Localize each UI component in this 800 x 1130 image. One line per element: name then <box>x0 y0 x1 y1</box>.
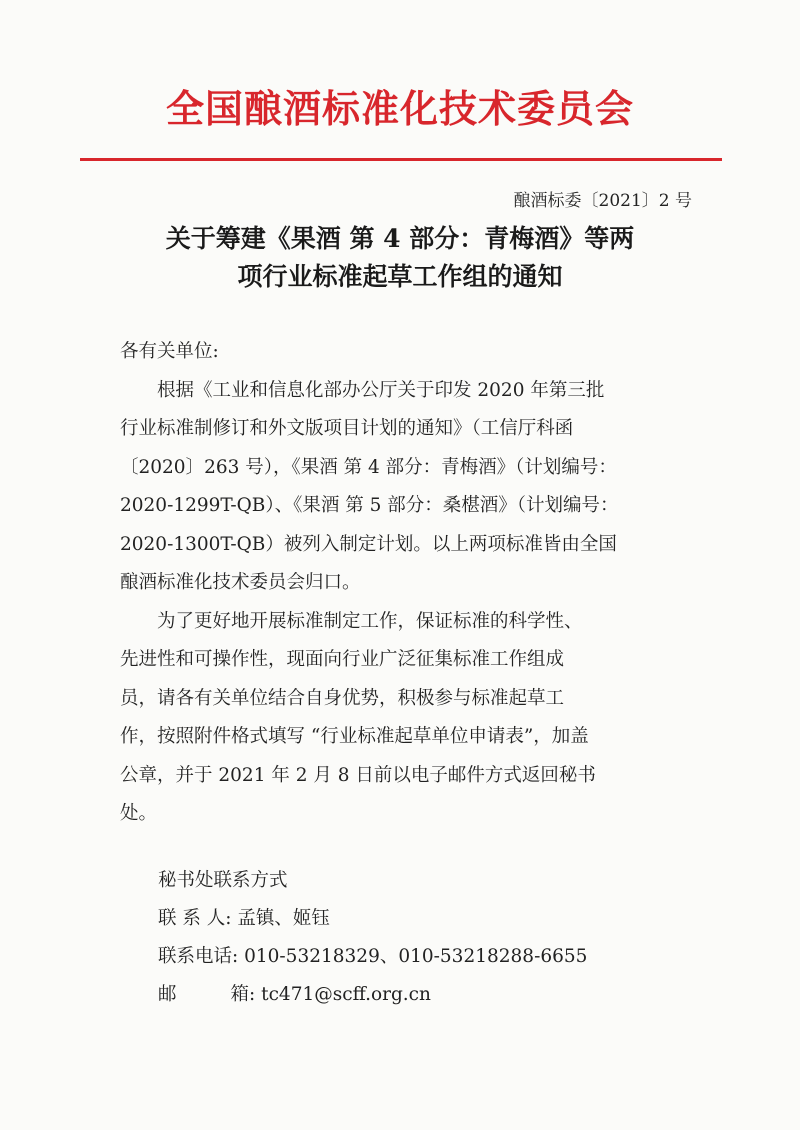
paragraph-1-line: 2020-1300T-QB）被列入制定计划。以上两项标准皆由全国 <box>120 533 617 555</box>
paragraph-2-line: 员，请各有关单位结合自身优势，积极参与标准起草工 <box>120 687 565 709</box>
paragraph-2-line: 先进性和可操作性，现面向行业广泛征集标准工作组成 <box>120 649 565 670</box>
header-red-rule <box>80 158 722 161</box>
paragraph-1-line: 行业标准制修订和外文版项目计划的通知》（工信厅科函 <box>120 418 574 439</box>
contact-person-label: 联 系 人: <box>158 908 232 929</box>
contact-email-label-2: 箱: <box>230 984 256 1005</box>
contact-info <box>158 862 678 1014</box>
organization-header: 全国酿酒标准化技术委员会 <box>165 86 634 131</box>
contact-email-row <box>158 976 678 1014</box>
document-title <box>0 220 800 296</box>
paragraph-2-line: 处。 <box>120 803 158 824</box>
paragraph-1-line: 2020-1299T-QB）、《果酒 第 5 部分：桑椹酒》（计划编号： <box>120 495 619 516</box>
title-line-2: 项行业标准起草工作组的通知 <box>237 262 563 291</box>
paragraph-2-line: 作，按照附件格式填写 “行业标准起草单位申请表”，加盖 <box>120 726 589 747</box>
contact-phone-row <box>158 938 678 976</box>
paragraph-2-line: 为了更好地开展标准制定工作，保证标准的科学性、 <box>157 610 583 632</box>
contact-person-value: 孟镇、姬钰 <box>237 908 330 929</box>
paragraph-2 <box>120 603 680 834</box>
contact-heading: 秘书处联系方式 <box>158 870 288 891</box>
contact-email-value: tc471@scff.org.cn <box>261 984 431 1005</box>
paragraph-1-line: 〔2020〕263 号），《果酒 第 4 部分：青梅酒》（计划编号： <box>120 456 617 478</box>
contact-email-label-1: 邮 <box>158 984 177 1005</box>
salutation: 各有关单位: <box>120 341 219 362</box>
document-number: 酿酒标委〔2021〕2 号 <box>513 191 692 211</box>
contact-phone-label: 联系电话: <box>158 946 239 967</box>
paragraph-2-line: 公章，并于 2021 年 2 月 8 日前以电子邮件方式返回秘书 <box>120 764 596 786</box>
paragraph-1-line: 根据《工业和信息化部办公厅关于印发 2020 年第三批 <box>157 379 605 401</box>
paragraph-1 <box>120 372 680 603</box>
paragraph-1-line: 酿酒标准化技术委员会归口。 <box>120 572 361 593</box>
contact-phone-value: 010-53218329、010-53218288-6655 <box>244 946 588 967</box>
body-text <box>120 333 680 834</box>
contact-person-row <box>158 900 678 938</box>
title-line-1: 关于筹建《果酒 第 4 部分：青梅酒》等两 <box>165 224 635 253</box>
